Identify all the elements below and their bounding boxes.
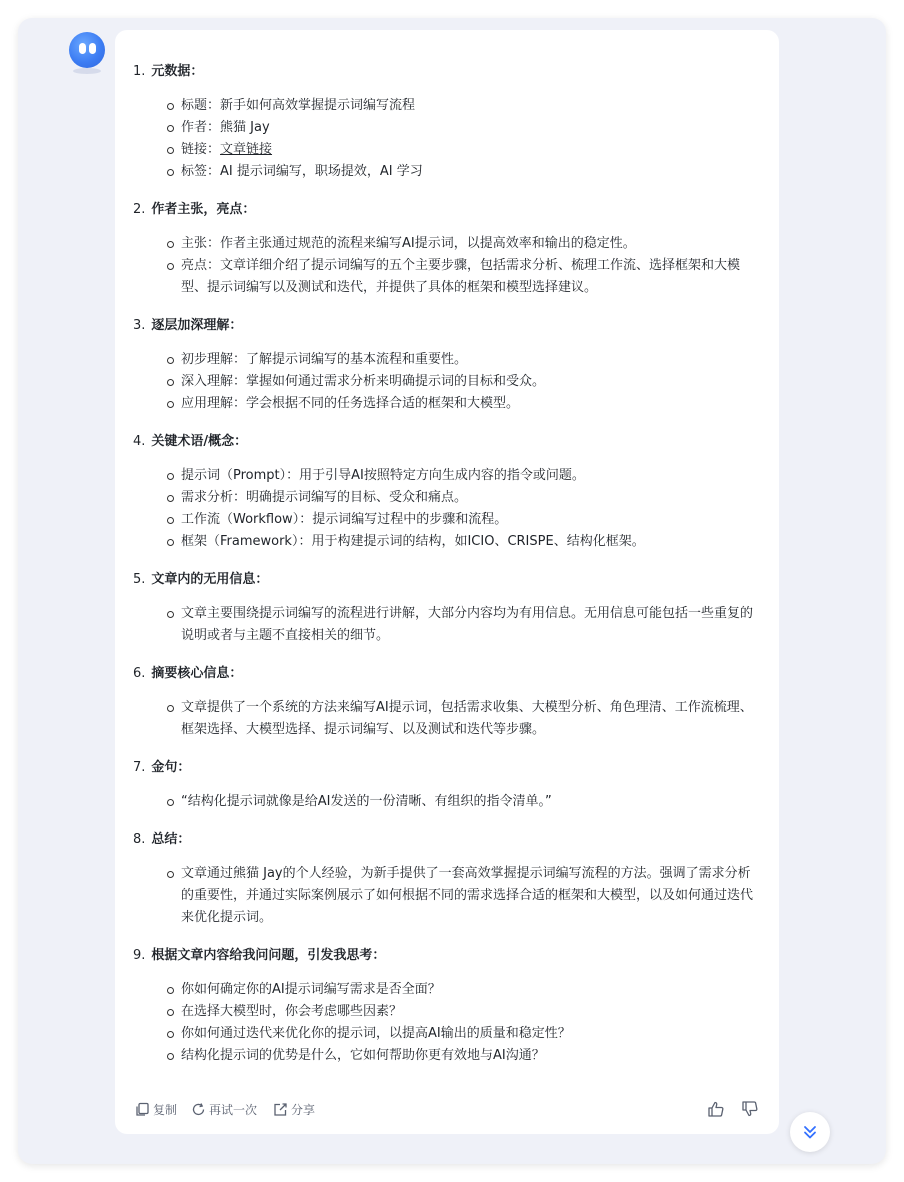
list-item: 你如何通过迭代来优化你的提示词，以提高AI输出的质量和稳定性？ — [181, 1023, 761, 1045]
list-item: 标签：AI 提示词编写，职场提效，AI 学习 — [181, 161, 761, 183]
thumbs-up-icon — [707, 1100, 725, 1118]
list-item: “结构化提示词就像是给AI发送的一份清晰、有组织的指令清单。” — [181, 791, 761, 813]
message-actions — [133, 1098, 763, 1120]
list-item: 应用理解：学会根据不同的任务选择合适的框架和大模型。 — [181, 393, 761, 415]
section-title: 2. 作者主张，亮点： — [133, 202, 256, 217]
section-title: 1. 元数据： — [133, 64, 204, 79]
list-item: 文章通过熊猫 Jay的个人经验，为新手提供了一套高效掌握提示词编写流程的方法。强调了需求分析的重要性，并通过实际案例展示了如何根据不同的需求选择合适的框架和大模型，以及如何通过迭代来优化提示词。 — [181, 863, 761, 929]
list-item: 标题：新手如何高效掌握提示词编写流程 — [181, 95, 761, 117]
assistant-avatar — [69, 32, 105, 68]
assistant-message — [115, 30, 779, 1134]
share-button[interactable]: 分享 — [273, 1098, 315, 1120]
section-title: 8. 总结： — [133, 832, 191, 847]
list-item: 提示词（Prompt）：用于引导AI按照特定方向生成内容的指令或问题。 — [181, 465, 761, 487]
section-title: 3. 逐层加深理解： — [133, 318, 243, 333]
double-chevron-down-icon — [801, 1123, 819, 1141]
list-item: 链接：文章链接 — [181, 139, 761, 161]
chat-window — [18, 18, 886, 1164]
list-item: 初步理解：了解提示词编写的基本流程和重要性。 — [181, 349, 761, 371]
list-item: 主张：作者主张通过规范的流程来编写AI提示词，以提高效率和输出的稳定性。 — [181, 233, 761, 255]
list-item: 深入理解：掌握如何通过需求分析来明确提示词的目标和受众。 — [181, 371, 761, 393]
list-item: 框架（Framework）：用于构建提示词的结构，如ICIO、CRISPE、结构化框架。 — [181, 531, 761, 553]
section-title: 5. 文章内的无用信息： — [133, 572, 269, 587]
refresh-icon — [191, 1102, 206, 1117]
copy-button[interactable]: 复制 — [135, 1098, 177, 1120]
section-title: 7. 金句： — [133, 760, 191, 775]
list-item: 亮点：文章详细介绍了提示词编写的五个主要步骤，包括需求分析、梳理工作流、选择框架和大模型、提示词编写以及测试和迭代，并提供了具体的框架和模型选择建议。 — [181, 255, 761, 299]
list-item: 作者：熊猫 Jay — [181, 117, 761, 139]
retry-button[interactable]: 再试一次 — [191, 1098, 257, 1120]
list-item: 你如何确定你的AI提示词编写需求是否全面？ — [181, 979, 761, 1001]
copy-icon — [135, 1102, 150, 1117]
section-title: 6. 摘要核心信息： — [133, 666, 243, 681]
list-item: 工作流（Workflow）：提示词编写过程中的步骤和流程。 — [181, 509, 761, 531]
thumbs-down-icon — [741, 1100, 759, 1118]
list-item: 需求分析：明确提示词编写的目标、受众和痛点。 — [181, 487, 761, 509]
like-button[interactable] — [707, 1098, 728, 1120]
dislike-button[interactable] — [741, 1098, 762, 1120]
list-item: 文章主要围绕提示词编写的流程进行讲解，大部分内容均为有用信息。无用信息可能包括一些重复的说明或者与主题不直接相关的细节。 — [181, 603, 761, 647]
scroll-to-bottom-button[interactable] — [790, 1112, 830, 1152]
share-icon — [273, 1102, 288, 1117]
list-item: 在选择大模型时，你会考虑哪些因素？ — [181, 1001, 761, 1023]
list-item: 文章提供了一个系统的方法来编写AI提示词，包括需求收集、大模型分析、角色理清、工作流梳理、框架选择、大模型选择、提示词编写、以及测试和迭代等步骤。 — [181, 697, 761, 741]
section-title: 9. 根据文章内容给我问问题，引发我思考： — [133, 948, 386, 963]
section-title: 4. 关键术语/概念： — [133, 434, 248, 449]
list-item: 结构化提示词的优势是什么，它如何帮助你更有效地与AI沟通？ — [181, 1045, 761, 1067]
article-link[interactable]: 文章链接 — [220, 142, 273, 157]
